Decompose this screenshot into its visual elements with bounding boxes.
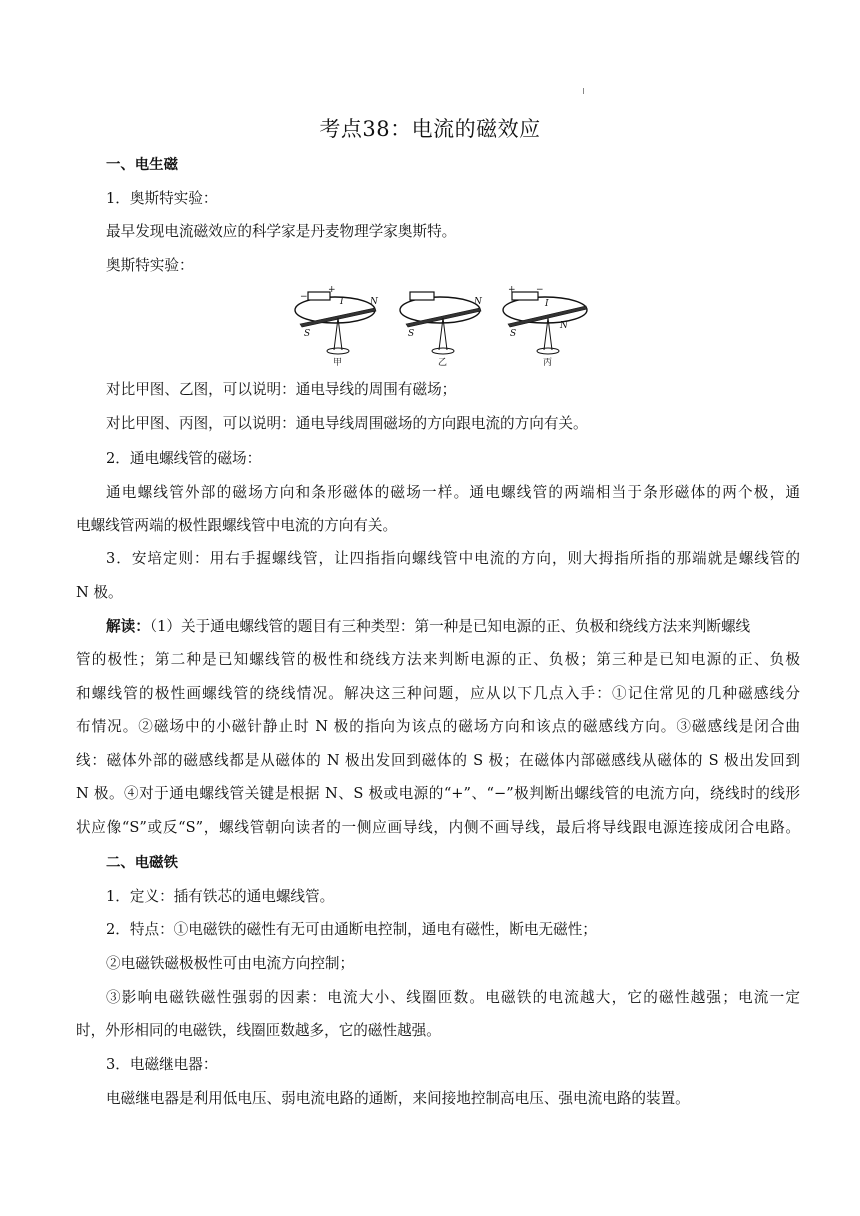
panel-bing: [503, 285, 587, 368]
panel-yi: [400, 292, 483, 368]
battery-icon: [512, 292, 538, 300]
battery-icon: [308, 292, 330, 300]
s2-item2c-line2: 时，外形相同的电磁铁，线圈匝数越多，它的磁性越强。: [76, 1022, 441, 1039]
battery-sign: +: [328, 285, 336, 295]
battery-sign: −: [536, 285, 544, 295]
item2-line1: 通电螺线管外部的磁场方向和条形磁体的磁场一样。通电螺线管的两端相当于条形磁体的两个极，通: [106, 484, 800, 501]
page-title: 考点38：电流的磁效应: [319, 117, 541, 141]
interpret-line-3: 和螺线管的极性画螺线管的绕线情况。解决这三种问题，应从以下几点入手：①记住常见的几种磁感线分: [76, 685, 800, 702]
item1-label: 1．奥斯特实验：: [106, 190, 218, 207]
battery-sign: −: [300, 292, 308, 302]
s2-item2: 2．特点：①电磁铁的磁性有无可由通断电控制，通电有磁性，断电无磁性；: [106, 921, 597, 938]
interpret-line-4: 布情况。②磁场中的小磁针静止时 N 极的指向为该点的磁场方向和该点的磁感线方向。③磁感线是闭合曲: [76, 718, 800, 735]
section2-heading: 二、电磁铁: [106, 855, 178, 871]
section1-heading: 一、电生磁: [106, 157, 178, 173]
needle-n-label: N: [560, 321, 568, 331]
oersted-experiment-figure: [290, 284, 600, 370]
needle-s-label: S: [304, 329, 311, 339]
s2-item1: 1．定义：插有铁芯的通电螺线管。: [106, 888, 335, 905]
interpret-line-7: 状应像“S”或反“S”，螺线管朝向读者的一侧应画导线，内侧不画导线，最后将导线跟电源连接成闭合电路。: [76, 819, 800, 836]
interpret-line-5: 线：磁体外部的磁感线都是从磁体的 N 极出发回到磁体的 S 极；在磁体内部磁感线从磁体的 S 极出发回到: [76, 752, 800, 769]
item1-text: 最早发现电流磁效应的科学家是丹麦物理学家奥斯特。: [106, 223, 457, 240]
figure-label: 奥斯特实验：: [106, 257, 194, 274]
panel-caption: 乙: [438, 358, 448, 368]
panel-caption: 丙: [543, 358, 553, 368]
battery-icon: [410, 292, 434, 300]
current-label: I: [340, 297, 344, 307]
panel-jia: [295, 285, 379, 368]
item3-line2: N 极。: [76, 584, 123, 601]
interpret-line-1: [106, 617, 800, 637]
needle-s-label: S: [510, 329, 517, 339]
interpret-text-1: （1）关于通电螺线管的题目有三种类型：第一种是已知电源的正、负极和绕线方法来判断螺线: [149, 618, 751, 635]
panel-caption: 甲: [333, 358, 343, 368]
needle-n-label: N: [474, 297, 482, 307]
s2-item2b: ②电磁铁磁极极性可由电流方向控制；: [106, 955, 355, 972]
compass-needle: [300, 308, 376, 327]
battery-sign: +: [508, 285, 516, 295]
needle-s-label: S: [408, 329, 415, 339]
interpret-line-6: N 极。④对于通电螺线管关键是根据 N、S 极或电源的“+”、“−”极判断出螺线管的电流方向，绕线时的线形: [76, 785, 800, 802]
compare-jia-yi: 对比甲图、乙图，可以说明：通电导线的周围有磁场；: [106, 381, 457, 398]
interpret-line-2: 管的极性；第二种是已知螺线管的极性和绕线方法来判断电源的正、负极；第三种是已知电源的正、负极: [76, 651, 800, 668]
s2-item3-text: 电磁继电器是利用低电压、弱电流电路的通断，来间接地控制高电压、强电流电路的装置。: [106, 1090, 690, 1107]
item2-label: 2．通电螺线管的磁场：: [106, 450, 262, 467]
s2-item3-label: 3．电磁继电器：: [106, 1056, 218, 1073]
s2-item2c-line1: ③影响电磁铁磁性强弱的因素：电流大小、线圈匝数。电磁铁的电流越大，它的磁性越强；电流一定: [106, 989, 800, 1006]
item2-line2: 电螺线管两端的极性跟螺线管中电流的方向有关。: [76, 517, 398, 534]
needle-n-label: N: [370, 297, 378, 307]
compare-jia-bing: 对比甲图、丙图，可以说明：通电导线周围磁场的方向跟电流的方向有关。: [106, 415, 588, 432]
interpret-label: 解读：: [106, 618, 150, 635]
page-mark: [583, 88, 584, 94]
current-label: I: [545, 299, 549, 309]
item3-line1: 3．安培定则：用右手握螺线管，让四指指向螺线管中电流的方向，则大拇指所指的那端就是螺线管的: [106, 550, 800, 567]
